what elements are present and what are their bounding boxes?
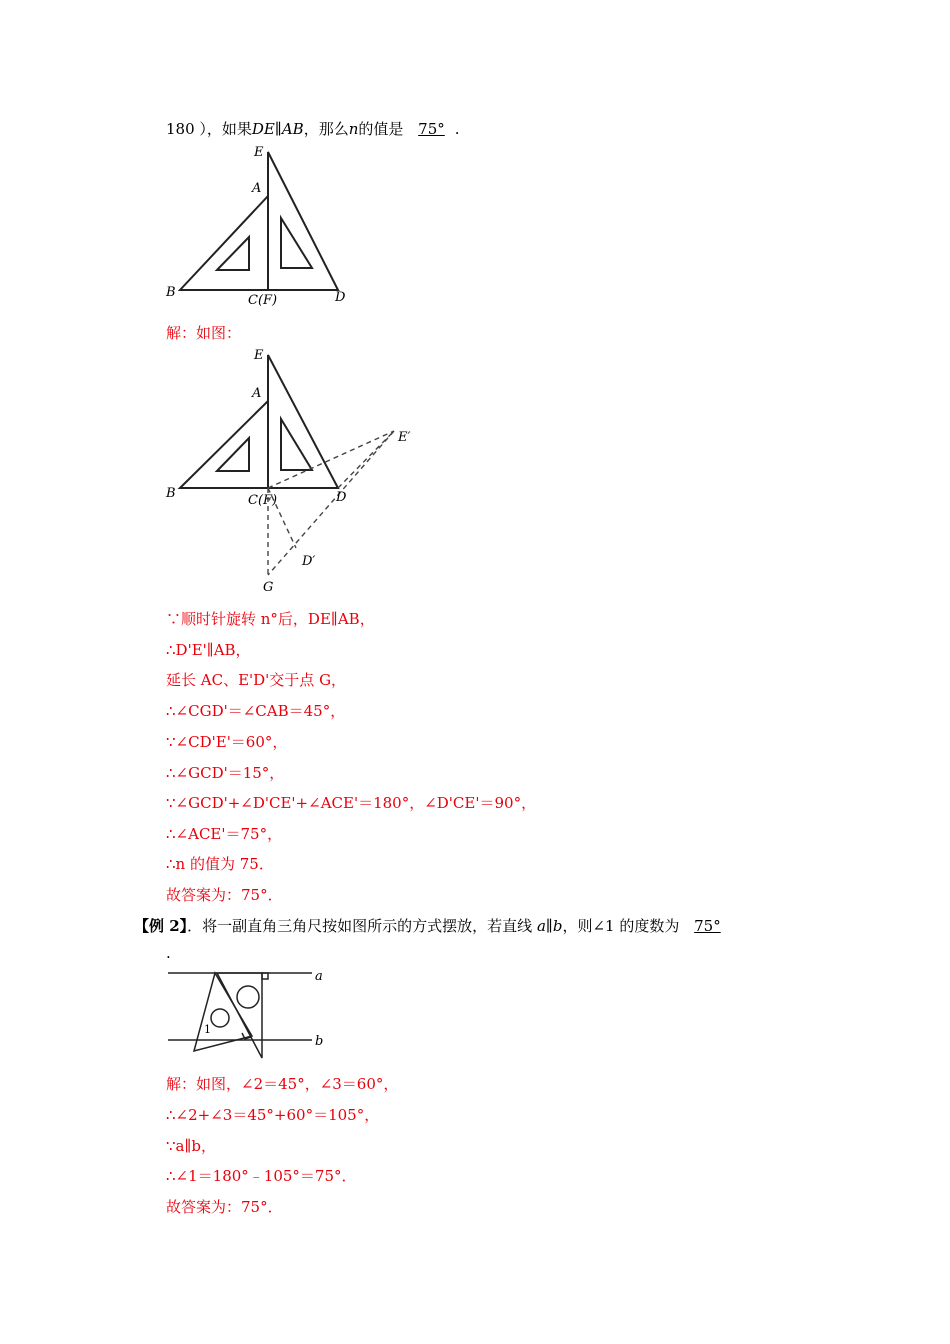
solution-step: 故答案为：75°． bbox=[166, 886, 283, 904]
solution-2-step: ∴∠1＝180°﹣105°＝75°． bbox=[166, 1167, 357, 1185]
example-2-line bbox=[134, 915, 731, 936]
solution-step: ∴∠CGD'＝∠CAB＝45°， bbox=[166, 702, 346, 720]
question-suffix: 的值是 bbox=[358, 120, 404, 138]
solution-step: ∵∠CD'E'＝60°， bbox=[166, 733, 288, 751]
triangle-figure-1 bbox=[160, 140, 360, 310]
example-text-2: ，则∠1 的度数为 bbox=[562, 917, 680, 935]
solution-step: ∴n 的值为 75． bbox=[166, 855, 274, 873]
solution-step: ∵顺时针旋转 n°后，DE∥AB， bbox=[166, 610, 375, 628]
triangle-figure-2 bbox=[160, 343, 430, 598]
label-b-2: B bbox=[166, 486, 176, 501]
answer-blank: 75° bbox=[418, 120, 445, 138]
solution-2-step: ∵a∥b， bbox=[166, 1137, 217, 1155]
solution-step: ∴∠ACE'＝75°， bbox=[166, 825, 283, 843]
parallel-symbol-2: ∥ bbox=[545, 917, 553, 935]
line-de2 bbox=[338, 431, 394, 488]
label-d: D bbox=[335, 290, 346, 305]
triangle-edf bbox=[268, 152, 338, 290]
label-angle-1: 1 bbox=[204, 1023, 211, 1036]
label-line-b: b bbox=[315, 1034, 324, 1049]
solution-step: ∵∠GCD'+∠D'CE'+∠ACE'＝180°，∠D'CE'＝90°， bbox=[166, 794, 537, 812]
label-line-a: a bbox=[315, 969, 323, 984]
parallel-symbol: ∥ bbox=[274, 120, 282, 138]
inner-hole-left bbox=[217, 237, 249, 270]
label-g: G bbox=[263, 580, 274, 595]
hole-circle-2 bbox=[211, 1009, 229, 1027]
triangle-edf-2 bbox=[268, 355, 338, 488]
solution-step: ∴∠GCD'＝15°， bbox=[166, 764, 285, 782]
line-ce2 bbox=[268, 431, 394, 488]
label-d-2: D bbox=[336, 490, 347, 505]
question-prefix: 180 ），如果 bbox=[166, 120, 252, 138]
segment-ab: AB bbox=[281, 120, 304, 138]
triangle-abc bbox=[180, 196, 268, 290]
triangle-abc-2 bbox=[180, 401, 268, 488]
question-line bbox=[166, 118, 460, 139]
segment-de: DE bbox=[251, 120, 275, 138]
hole-circle-1 bbox=[237, 986, 259, 1008]
inner-hole-right-2 bbox=[281, 419, 312, 470]
inner-hole-left-2 bbox=[217, 438, 249, 471]
label-e-2: E bbox=[254, 348, 264, 363]
label-e-prime: E′ bbox=[398, 430, 411, 445]
line-e2g bbox=[268, 431, 394, 575]
label-d-prime: D′ bbox=[302, 554, 316, 569]
example-tag: 【例 2】 bbox=[134, 917, 188, 935]
variable-n: n bbox=[348, 120, 359, 138]
label-a-2: A bbox=[252, 386, 262, 401]
period: . bbox=[454, 120, 460, 138]
inner-hole-right bbox=[281, 218, 312, 268]
label-b: B bbox=[166, 285, 176, 300]
solution-2-step: 解：如图，∠2＝45°，∠3＝60°， bbox=[166, 1075, 399, 1093]
solution-step: 延长 AC、E'D'交于点 G， bbox=[166, 671, 347, 689]
label-a: A bbox=[252, 181, 262, 196]
solution-heading: 解：如图： bbox=[166, 324, 242, 342]
set-square-figure bbox=[160, 963, 340, 1063]
right-angle-mark-1 bbox=[262, 973, 268, 979]
line-a-ref: a bbox=[536, 917, 546, 935]
solution-2-step: ∴∠2+∠3＝45°+60°＝105°， bbox=[166, 1106, 380, 1124]
solution-step: ∴D'E'∥AB， bbox=[166, 641, 251, 659]
label-e: E bbox=[254, 145, 264, 160]
solution-2-step: 故答案为：75°． bbox=[166, 1198, 283, 1216]
line-b-ref: b bbox=[552, 917, 563, 935]
label-cf-2: C(F) bbox=[248, 493, 278, 508]
answer-blank-2: 75° bbox=[694, 917, 721, 935]
label-cf: C(F) bbox=[248, 293, 278, 308]
period-2: . bbox=[166, 944, 171, 962]
example-text: ．将一副直角三角尺按如图所示的方式摆放，若直线 bbox=[187, 917, 533, 935]
question-middle: ，那么 bbox=[303, 120, 349, 138]
